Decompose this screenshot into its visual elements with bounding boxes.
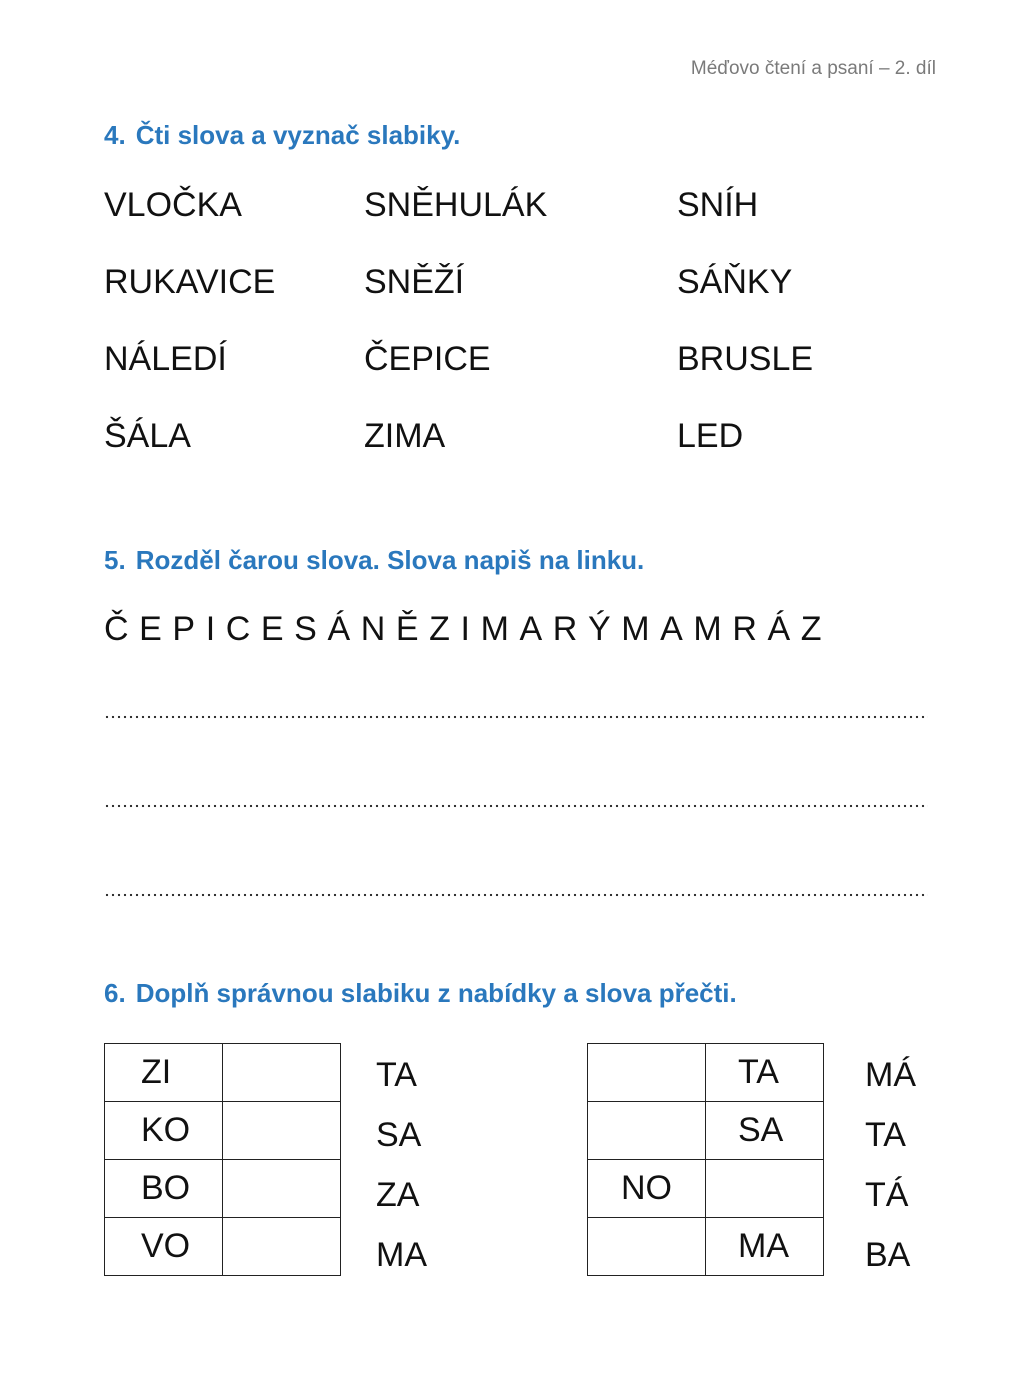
task-5-text: Rozděl čarou slova. Slova napiš na linku. <box>135 545 645 575</box>
syllable-cell: NO <box>588 1160 706 1218</box>
word: SNĚŽÍ <box>364 263 465 301</box>
blank-cell[interactable] <box>223 1160 341 1218</box>
blank-cell[interactable] <box>223 1102 341 1160</box>
task-4-title <box>104 120 460 151</box>
offer-syllable: MA <box>376 1236 427 1274</box>
offer-syllable: SA <box>376 1116 422 1154</box>
writing-line[interactable] <box>104 715 928 719</box>
word: BRUSLE <box>677 340 814 378</box>
word: ŠÁLA <box>104 417 191 455</box>
writing-line[interactable] <box>104 804 928 808</box>
blank-cell[interactable] <box>588 1102 706 1160</box>
task-6-text: Doplň správnou slabiku z nabídky a slova přečti. <box>135 978 737 1008</box>
blank-cell[interactable] <box>223 1218 341 1276</box>
task-4-text: Čti slova a vyznač slabiky. <box>135 120 461 150</box>
syllable-cell: TA <box>706 1044 824 1102</box>
word: NÁLEDÍ <box>104 340 227 378</box>
letter-string: ČEPICESÁNĚZIMARÝMAMRÁZ <box>104 610 833 648</box>
offer-syllable: ZA <box>376 1176 420 1214</box>
blank-cell[interactable] <box>706 1160 824 1218</box>
syllable-cell: SA <box>706 1102 824 1160</box>
word: VLOČKA <box>104 186 242 224</box>
offer-syllable: MÁ <box>865 1056 916 1094</box>
task-6-number: 6. <box>104 978 126 1008</box>
task-5-number: 5. <box>104 545 126 575</box>
syllable-cell: VO <box>105 1218 223 1276</box>
word: SÁŇKY <box>677 263 793 301</box>
syllable-cell: KO <box>105 1102 223 1160</box>
word: SNÍH <box>677 186 759 224</box>
syllable-cell: MA <box>706 1218 824 1276</box>
syllable-table-left <box>104 1043 341 1276</box>
task-4-number: 4. <box>104 120 126 150</box>
word: RUKAVICE <box>104 263 276 301</box>
blank-cell[interactable] <box>588 1044 706 1102</box>
task-6-title <box>104 978 737 1009</box>
offer-syllable: TÁ <box>865 1176 909 1214</box>
word: LED <box>677 417 744 455</box>
offer-syllable: BA <box>865 1236 911 1274</box>
word: ČEPICE <box>364 340 491 378</box>
syllable-cell: ZI <box>105 1044 223 1102</box>
word: SNĚHULÁK <box>364 186 548 224</box>
offer-syllable: TA <box>865 1116 906 1154</box>
syllable-cell: BO <box>105 1160 223 1218</box>
offer-syllable: TA <box>376 1056 417 1094</box>
writing-line[interactable] <box>104 893 928 897</box>
syllable-table-right <box>587 1043 824 1276</box>
task-5-title <box>104 545 644 576</box>
blank-cell[interactable] <box>223 1044 341 1102</box>
word: ZIMA <box>364 417 446 455</box>
blank-cell[interactable] <box>588 1218 706 1276</box>
page-header: Méďovo čtení a psaní – 2. díl <box>690 58 936 79</box>
